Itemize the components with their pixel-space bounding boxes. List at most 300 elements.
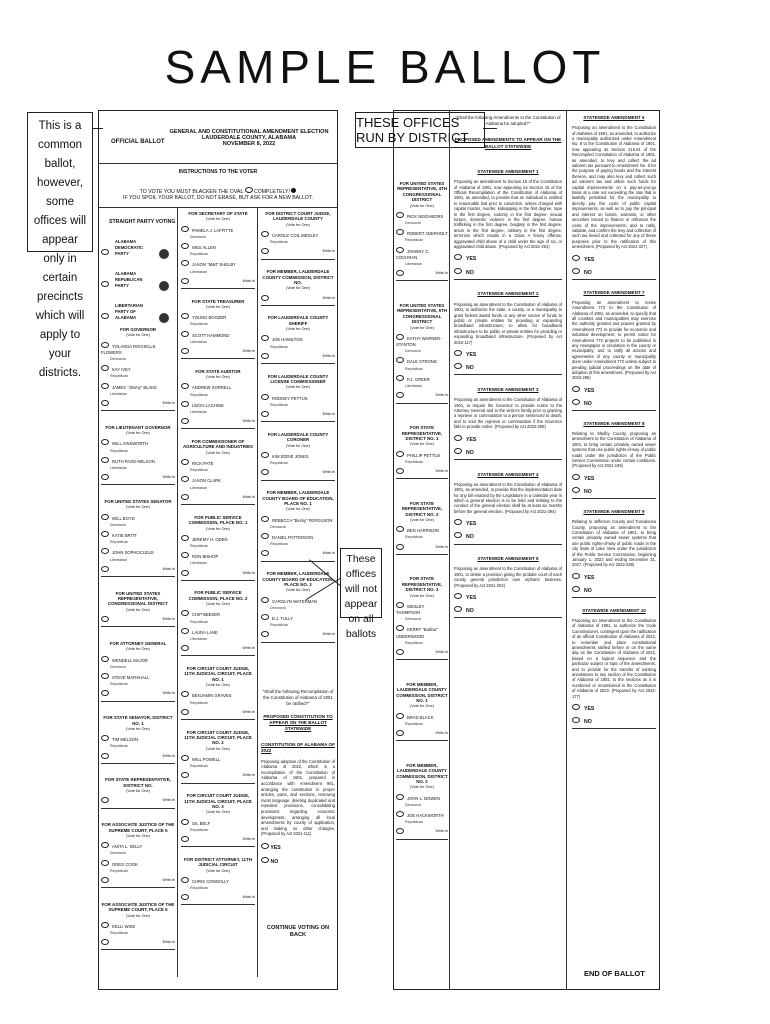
oval-icon [101,514,109,520]
candidate-row[interactable] [261,597,335,611]
candidate-row[interactable] [181,401,255,415]
candidate-party: Democrat [190,234,206,239]
write-in-label: Write-In [162,401,175,406]
candidate-row[interactable] [101,842,175,856]
amendment-text: Proposing an amendment to the Constitution of Alabama of 1901, to delete a provision giving the probate court of each county general jurisdiction over orphans' business. (Proposed by Act 2021-202) [454,566,562,588]
write-in-row[interactable] [101,616,175,624]
divider [181,783,255,784]
race-block [101,641,175,701]
oval-icon [181,570,189,576]
yes-label: YES [466,595,477,602]
candidate-name: CHRIS CONNOLLY [192,878,229,884]
candidate-row[interactable] [101,439,175,453]
race-block [101,425,175,485]
divider [572,728,656,729]
write-in-row[interactable] [261,411,335,419]
write-in-row[interactable] [396,270,448,278]
candidate-row[interactable] [101,548,175,562]
oval-icon [261,335,269,341]
vote-for-one: (Vote for One) [286,222,310,227]
column-1-races [101,327,175,964]
candidate-name: JOHN L. BOWEN [407,795,441,801]
race-block [261,571,335,642]
oval-icon [181,691,189,697]
write-in-row[interactable] [181,278,255,286]
vote-for-one: (Vote for One) [126,333,150,338]
candidate-row[interactable] [396,247,448,268]
candidate-row[interactable] [181,226,255,240]
divider [181,655,255,656]
oval-icon [101,842,109,848]
candidate-row[interactable] [181,610,255,624]
candidate-row[interactable] [396,794,448,808]
write-in-label: Write-In [242,570,255,575]
write-in-row[interactable] [181,645,255,653]
vote-for-one: (Vote for One) [286,385,310,390]
oval-icon [101,249,109,255]
no-label: NO [584,489,592,496]
amendment-title: STATEWIDE AMENDMENT 7 [583,289,645,295]
amendment-text: Proposing an amendment to the Constitution of Alabama of 1901, to authorize the state, a county, or a municipality to grant federal award funds or any other source of funds to public or private entities for providing or expanding broadband infrastructure; to allow for broadband infrastructure to be public or private entities for providing or expanding broadband infrastructure. (Proposed by Act 2022-117) [454,301,562,345]
oval-icon [396,602,404,608]
amendment-no[interactable] [454,606,562,614]
amendment-block [572,290,656,411]
candidate-name: B.J. TULLY [272,615,294,621]
write-in-row[interactable] [101,474,175,482]
candidate-row[interactable] [101,656,175,670]
candidate-row[interactable] [181,313,255,327]
candidate-party: Republican [190,827,208,832]
amendment-title: STATEWIDE AMENDMENT 5 [477,556,539,562]
candidate-name: KATIE BRITT [112,533,138,539]
candidate-name: KAY IVEY [112,367,131,373]
oval-icon [181,535,189,541]
oval-icon [181,755,189,761]
write-in-row[interactable] [181,348,255,356]
yes-label: YES [466,521,477,528]
candidate-row[interactable] [181,691,255,705]
candidate-row[interactable] [396,212,448,226]
candidate-party: Libertarian [110,391,127,396]
write-in-row[interactable] [261,469,335,477]
amendment-no[interactable] [454,532,562,540]
candidate-row[interactable] [101,531,175,545]
race-block [396,682,448,741]
candidate-row[interactable] [181,476,255,490]
candidate-row[interactable] [261,394,335,408]
vote-for-one: (Vote for One) [286,588,310,593]
divider [181,719,255,720]
amendment-yes[interactable] [454,435,562,443]
write-in-row[interactable] [101,753,175,761]
oval-icon [261,248,269,254]
write-in-label: Write-In [162,877,175,882]
candidate-party: Libertarian [190,410,207,415]
divider [181,580,255,581]
straight-party-list [101,239,175,335]
write-in-row[interactable] [261,550,335,558]
ballot-sheet-back [393,110,660,990]
oval-icon [101,439,109,445]
candidate-name: CHIP BEEKER [192,612,221,618]
candidate-name: RUTH PAGE-NELSON [112,458,155,464]
divider [261,642,335,643]
candidate-row[interactable] [181,243,255,257]
candidate-name: CAROLYN WATERMAN [272,598,318,604]
divider [454,279,562,280]
write-in-label: Write-In [322,632,335,637]
write-in-label: Write-In [322,412,335,417]
write-in-row[interactable] [396,544,448,552]
candidate-row[interactable] [101,365,175,379]
party-row[interactable] [101,271,175,291]
oval-icon [181,418,189,424]
write-in-row[interactable] [101,939,175,947]
candidate-row[interactable] [181,628,255,642]
amendment-no[interactable] [572,586,656,594]
write-in-row[interactable] [396,392,448,400]
vote-for-one: (Vote for One) [410,325,434,330]
instructions-line-1 [99,187,337,195]
divider [181,288,255,289]
vote-for-one: (Vote for One) [286,443,310,448]
candidate-name: ROBERT ADERHOLT [407,231,448,237]
amendment-yes[interactable] [454,519,562,527]
race-office: FOR GOVERNOR [119,327,157,332]
amendment-title: STATEWIDE AMENDMENT 4 [477,471,539,477]
amendment-no[interactable] [572,487,656,495]
amendment-no[interactable] [454,268,562,276]
write-in-label: Write-In [162,940,175,945]
write-in-label: Write-In [435,544,448,549]
write-in-row[interactable] [261,295,335,303]
candidate-name: WENDELL MAJOR [112,657,148,663]
candidate-row[interactable] [396,229,448,243]
divider [181,358,255,359]
oval-icon [396,794,404,800]
oval-icon [396,649,404,655]
column-2-races [181,211,255,915]
oval-icon [181,709,189,715]
candidate-name: DALE STRONG [407,359,438,365]
party-emblem-icon [159,249,169,259]
divider [572,410,656,411]
candidate-party: Republican [405,535,423,540]
candidate-party: Libertarian [405,384,422,389]
candidate-row[interactable] [101,342,175,363]
write-in-row[interactable] [396,649,448,657]
amendment-block [572,115,656,280]
candidate-party: Republican [110,868,128,873]
write-in-row[interactable] [101,566,175,574]
oval-icon [261,857,269,863]
oval-icon [101,548,109,554]
write-in-label: Write-In [242,646,255,651]
oval-icon [101,474,109,480]
oval-icon [396,375,404,381]
amendment-text: Relating to Shelby County, proposing an amendment to the Constitution of Alabama of 1901, to bring certain privately owned sewer systems that use public rights-of-way of public roads under the jurisdiction of the Public Service Commission under certain conditions. (Proposed by Act 2021-199) [572,431,656,469]
candidate-party: Democrat [110,522,126,527]
candidate-row[interactable] [261,452,335,466]
candidate-row[interactable] [396,357,448,371]
candidate-row[interactable] [396,713,448,727]
candidate-row[interactable] [181,755,255,769]
write-in-row[interactable] [396,828,448,836]
candidate-party: Republican [110,682,128,687]
candidate-row[interactable] [101,922,175,936]
amendment-title: STATEWIDE AMENDMENT 1 [477,169,539,174]
candidate-row[interactable] [181,383,255,397]
oval-icon [454,519,462,525]
amendment-no[interactable] [572,399,656,407]
oval-icon [181,772,189,778]
race-block [181,590,255,656]
candidate-row[interactable] [101,673,175,687]
amendment-yes[interactable] [454,350,562,358]
end-of-ballot: END OF BALLOT [584,969,645,978]
write-in-label: Write-In [242,419,255,424]
divider [181,904,255,905]
divider [396,478,448,479]
candidate-row[interactable] [181,459,255,473]
race-office: FOR MEMBER, LAUDERDALE COUNTY COMMISSION, DISTRICT NO. 2 [396,762,448,785]
candidate-name: WES ALLEN [192,245,216,251]
candidate-row[interactable] [396,811,448,825]
divider [261,421,335,422]
example-oval-icon [245,187,253,193]
candidate-row[interactable] [181,535,255,549]
yes-label: YES [466,351,477,358]
divider [261,480,335,481]
divider [101,410,175,411]
amendment-no[interactable] [572,717,656,725]
candidate-row[interactable] [181,819,255,833]
election-title [169,129,329,148]
candidate-name: BEN HARRISON [407,528,439,534]
amendment-no[interactable] [454,363,562,371]
candidate-party: Democrat [270,605,286,610]
write-in-row[interactable] [101,690,175,698]
amendment-title: STATEWIDE AMENDMENT 2 [477,291,539,297]
recomp-yes[interactable] [261,843,335,851]
oval-icon [454,350,462,356]
write-in-row[interactable] [261,353,335,361]
oval-icon [396,828,404,834]
race-block [181,515,255,581]
write-in-label: Write-In [435,271,448,276]
candidate-row[interactable] [261,614,335,628]
amendment-yes[interactable] [572,386,656,394]
amendment-no[interactable] [572,268,656,276]
write-in-row[interactable] [181,418,255,426]
candidate-row[interactable] [396,375,448,389]
amendment-text: Proposing an amendment to the Constitution of Alabama of 1901, as amended, to provide that the implementation date for any bill enacted by the Legislature in a calendar year in which a general election is to be held and relating to the conduct of the general election shall be at least six months before the general election. (Proposed by Act 2021-394) [454,481,562,514]
amendment-no[interactable] [454,448,562,456]
candidate-name: JOE HAMILTON [272,337,303,343]
race-office: FOR ASSOCIATE JUSTICE OF THE SUPREME COURT, PLACE 5 [101,822,175,833]
oval-icon [572,474,580,480]
write-in-row[interactable] [181,772,255,780]
amendment-title: STATEWIDE AMENDMENT 10 [582,607,646,613]
amendment-block [454,387,562,460]
write-in-label: Write-In [435,731,448,736]
divider [396,554,448,555]
write-in-label: Write-In [162,798,175,803]
race-office: FOR MEMBER, LAUDERDALE COUNTY BOARD OF EDUCATION, PLACE NO. 2 [262,571,334,587]
race-office: FOR MEMBER, LAUDERDALE COUNTY COMMISSION, DISTRICT NO. [262,269,334,286]
amendment-block [454,556,562,618]
candidate-row[interactable] [101,514,175,528]
candidate-name: RICK PATE [192,461,214,467]
write-in-row[interactable] [181,709,255,717]
candidate-row[interactable] [261,533,335,547]
candidate-row[interactable] [396,602,448,623]
write-in-row[interactable] [101,400,175,408]
oval-icon [396,270,404,276]
candidate-row[interactable] [101,735,175,749]
candidate-row[interactable] [181,552,255,566]
oval-icon [101,281,109,287]
amendment-yes[interactable] [454,593,562,601]
oval-icon [261,353,269,359]
candidate-row[interactable] [261,335,335,349]
race-block [396,763,448,839]
race-office: FOR LAUDERDALE COUNTY LICENSE COMMISSIONER [267,373,329,385]
vote-for-one: (Vote for One) [410,442,434,447]
amendment-yes[interactable] [572,474,656,482]
write-in-row[interactable] [396,730,448,738]
candidate-party: Republican [270,402,288,407]
candidate-name: GIL BELF [192,820,211,826]
party-name: ALABAMA DEMOCRATIC PARTY [115,239,144,257]
candidate-name: JOHNNY C. COCHRAN [396,248,430,260]
divider [454,544,562,545]
write-in-row[interactable] [181,494,255,502]
candidate-row[interactable] [396,625,448,646]
race-block [261,269,335,305]
oval-icon [101,400,109,406]
column-divider [257,207,258,977]
race-office: FOR STATE REPRESENTATIVE, DISTRICT NO. 3 [401,576,443,593]
recomp-no[interactable] [261,857,335,865]
no-label: NO [584,587,592,594]
candidate-name: RICK NEIGHBORS [407,213,444,219]
oval-icon [101,531,109,537]
oval-icon [101,673,109,679]
oval-icon [261,231,269,237]
write-in-row[interactable] [101,877,175,885]
divider [396,839,448,840]
candidate-row[interactable] [181,877,255,891]
party-row[interactable] [101,239,175,259]
oval-icon [101,383,109,389]
divider [454,459,562,460]
write-in-label: Write-In [242,773,255,778]
election-date: NOVEMBER 8, 2022 [222,141,276,148]
vote-for-one: (Vote for One) [206,602,230,607]
candidate-row[interactable] [101,860,175,874]
oval-icon [396,247,404,253]
race-office: FOR CIRCUIT COURT JUDGE, 11TH JUDICIAL CIRCUIT, PLACE NO. 2 [184,729,252,746]
candidate-name: LAURA LANE [192,629,218,635]
candidate-name: YOLANDA ROCHELLE FLOWERS [101,343,156,355]
write-in-row[interactable] [181,570,255,578]
race-block [101,327,175,411]
party-name: ALABAMA REPUBLICAN PARTY [115,271,143,289]
vote-for-one: (Vote for One) [126,726,150,731]
vote-for-one: (Vote for One) [286,286,310,291]
divider [261,259,335,260]
candidate-row[interactable] [101,457,175,471]
candidate-party: Democrat [270,524,286,529]
vote-for-one: (Vote for One) [206,810,230,815]
write-in-row[interactable] [101,797,175,805]
candidate-row[interactable] [261,516,335,530]
write-in-label: Write-In [435,393,448,398]
race-block [261,315,335,363]
write-in-label: Write-In [322,353,335,358]
candidate-row[interactable] [101,383,175,397]
amendment-yes[interactable] [572,255,656,263]
party-row[interactable] [101,303,175,323]
amendment-yes[interactable] [572,704,656,712]
oval-icon [261,411,269,417]
race-block [181,857,255,905]
amendment-block [572,509,656,598]
divider [101,701,175,702]
yes-label: YES [584,387,595,394]
candidate-row[interactable] [396,334,448,355]
amendment-yes[interactable] [572,573,656,581]
oval-icon [261,614,269,620]
vote-for-one: (Vote for One) [410,593,434,598]
candidate-row[interactable] [396,451,448,465]
amendment-yes[interactable] [454,254,562,262]
vote-for-one: (Vote for One) [206,305,230,310]
oval-icon [101,690,109,696]
write-in-row[interactable] [261,631,335,639]
race-office: FOR STATE REPRESENTATIVE, DISTRICT NO. [105,777,171,788]
instr-text: TO VOTE YOU MUST BLACKEN THE OVAL [139,189,244,195]
write-in-row[interactable] [181,836,255,844]
race-office: FOR UNITED STATES REPRESENTATIVE, CONGRESSIONAL DISTRICT [107,590,169,607]
oval-icon [181,819,189,825]
amend-heading: PROPOSED AMENDMENTS TO APPEAR ON THE BALLOT STATEWIDE [454,137,562,149]
candidate-party: Republican [110,374,128,379]
oval-icon [101,797,109,803]
race-block [181,730,255,784]
candidate-row[interactable] [181,331,255,345]
write-in-row[interactable] [396,468,448,476]
write-in-row[interactable] [181,894,255,902]
candidate-row[interactable] [261,231,335,245]
race-office: FOR UNITED STATES SENATOR [104,499,172,505]
vote-for-one: (Vote for One) [206,526,230,531]
divider [99,163,337,164]
yes-label: YES [270,844,281,851]
oval-icon [396,229,404,235]
write-in-row[interactable] [261,248,335,256]
race-office: FOR MEMBER, LAUDERDALE COUNTY BOARD OF EDUCATION, PLACE NO. 1 [262,490,334,506]
candidate-name: WILL AINSWORTH [112,441,149,447]
candidate-row[interactable] [396,526,448,540]
candidate-party: Republican [405,366,423,371]
candidate-row[interactable] [181,260,255,274]
write-in-label: Write-In [242,278,255,283]
candidate-name: WESLEY THOMPSON [396,603,425,615]
yes-label: YES [584,574,595,581]
divider [101,484,175,485]
